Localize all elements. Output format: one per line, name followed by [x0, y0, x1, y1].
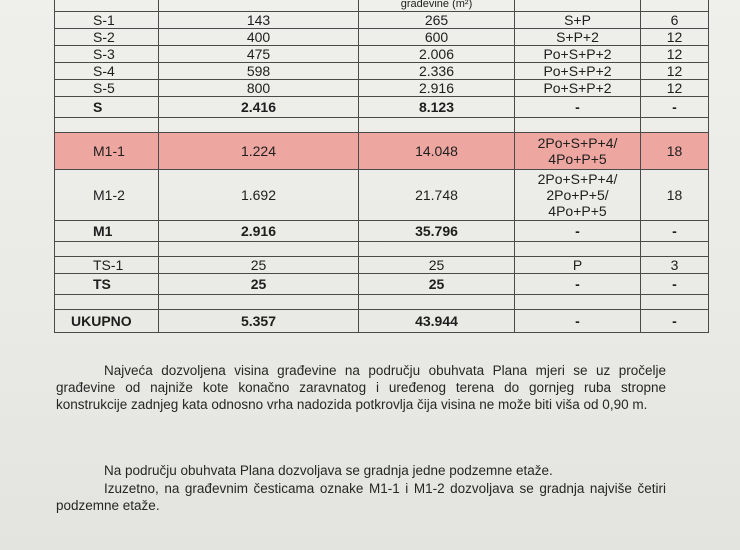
- table-row-sum-ts: TS 25 25 - -: [55, 274, 709, 295]
- table-spacer-row: [55, 118, 709, 133]
- table-row: M1-2 1.692 21.748 2Po+S+P+4/ 2Po+P+5/ 4Po+P+5 18: [55, 170, 709, 221]
- table-row-total: UKUPNO 5.357 43.944 - -: [55, 310, 709, 333]
- table-row-sum-m1: M1 2.916 35.796 - -: [55, 221, 709, 242]
- paragraph-underground-floor: Na području obuhvata Plana dozvoljava se gradnja jedne podzemne etaže.: [104, 463, 553, 478]
- table-row-highlighted: M1-1 1.224 14.048 2Po+S+P+4/ 4Po+P+5 18: [55, 133, 709, 170]
- table-row-sum-s: S 2.416 8.123 - -: [55, 97, 709, 118]
- table-row: S-4 598 2.336 Po+S+P+2 12: [55, 63, 709, 80]
- table-spacer-row: [55, 295, 709, 310]
- table-row: S-1 143 265 S+P 6: [55, 12, 709, 29]
- table-header-row: [55, 0, 709, 12]
- table-row: S-2 400 600 S+P+2 12: [55, 29, 709, 46]
- table-row: TS-1 25 25 P 3: [55, 257, 709, 274]
- header-gbp: građevine (m²): [359, 0, 515, 12]
- table-row: S-3 475 2.006 Po+S+P+2 12: [55, 46, 709, 63]
- paragraph-height-rule: Najveća dozvoljena visina građevine na području obuhvata Plana mjeri se uz pročelje građevine od najniže kote konačno zaravnatog i uređenog terena do gornjeg ruba stropne konstrukcije zadnjeg kata odnosno vrha nadozida potkrovlja čija visina ne može biti viša od 0,90 m.: [56, 363, 666, 412]
- paragraph-exception: Izuzetno, na građevnim česticama oznake M1-1 i M1-2 dozvoljava se gradnja najviše četiri podzemne etaže.: [56, 481, 666, 513]
- table-row: S-5 800 2.916 Po+S+P+2 12: [55, 80, 709, 97]
- building-areas-table: [54, 0, 709, 333]
- table-spacer-row: [55, 242, 709, 257]
